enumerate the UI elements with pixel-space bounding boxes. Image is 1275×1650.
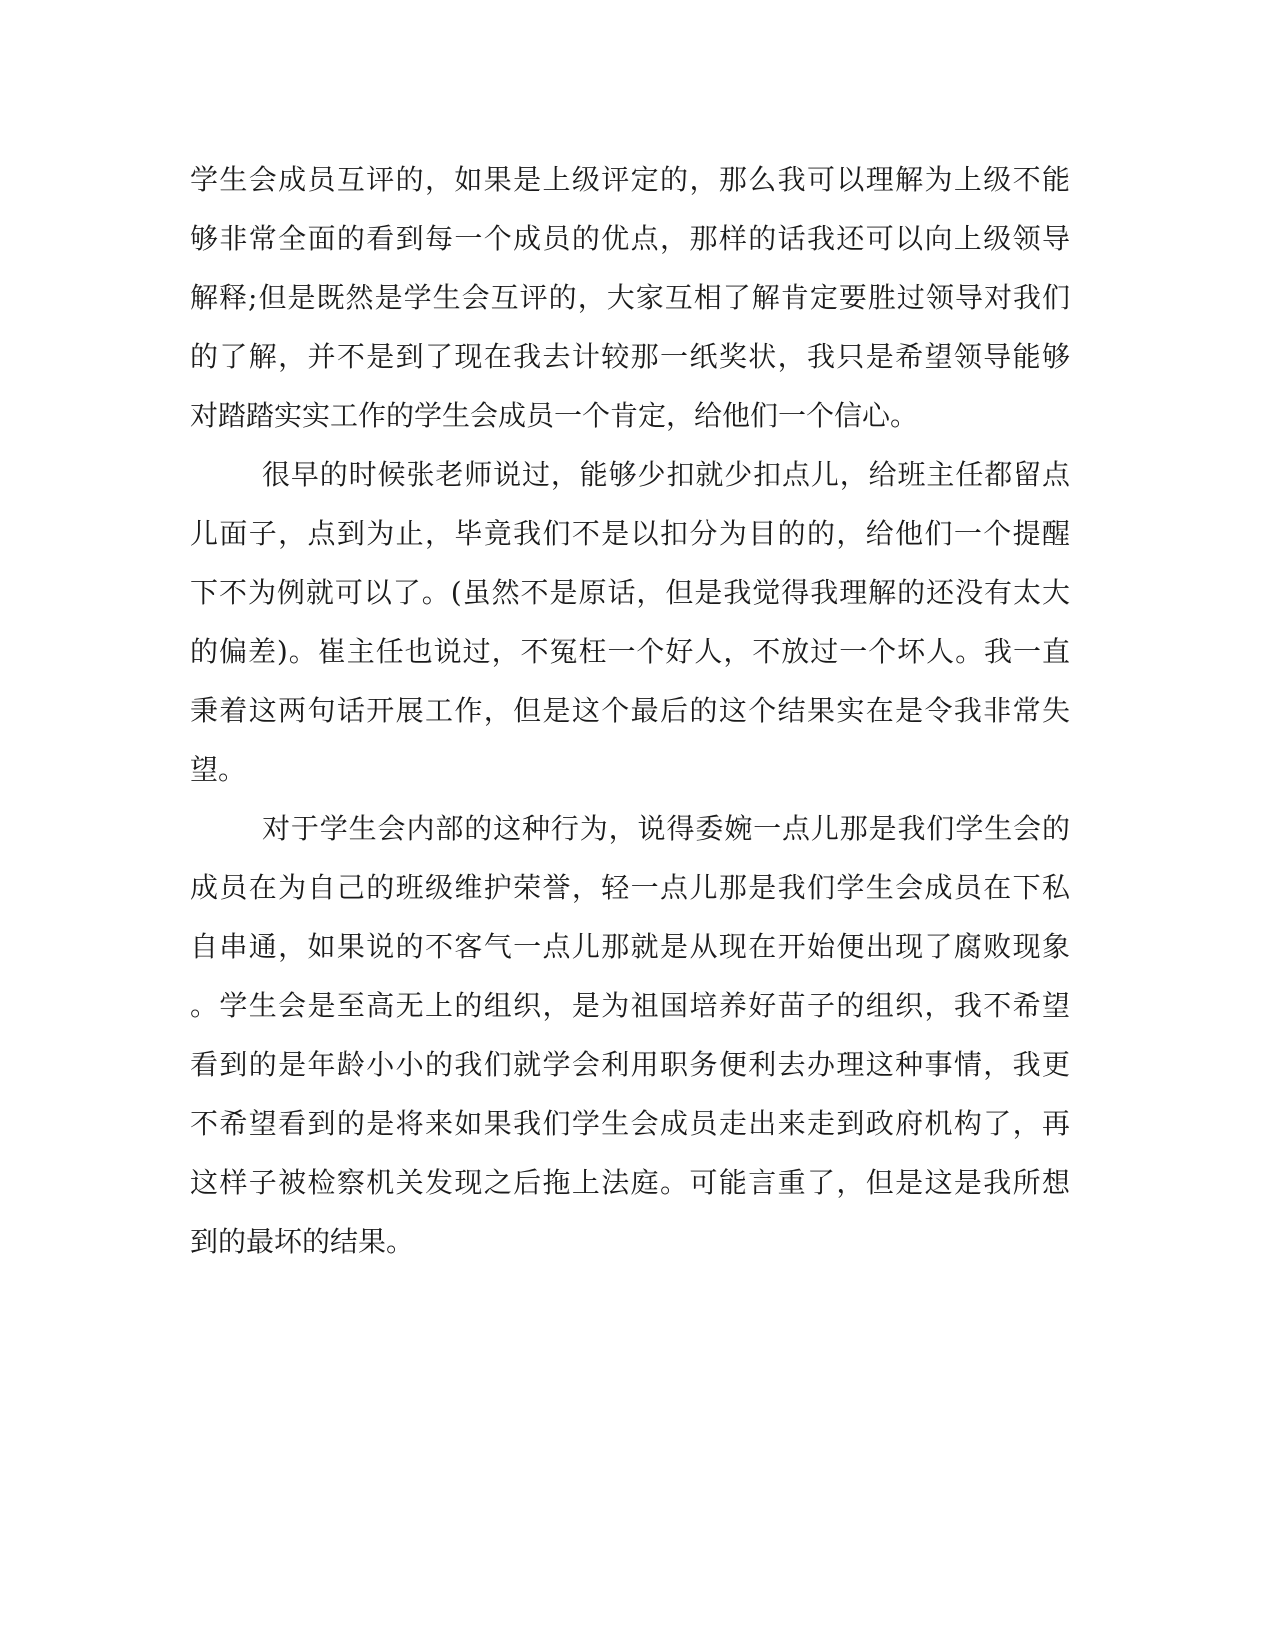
text-line: 解释;但是既然是学生会互评的，大家互相了解肯定要胜过领导对我们 [190,281,1070,314]
text-line: 望。 [190,753,247,786]
text-line: 。学生会是至高无上的组织，是为祖国培养好苗子的组织，我不希望 [190,989,1070,1022]
text-line: 儿面子，点到为止，毕竟我们不是以扣分为目的的，给他们一个提醒 [190,517,1070,550]
text-line: 对踏踏实实工作的学生会成员一个肯定，给他们一个信心。 [190,399,919,432]
text-line: 下不为例就可以了。(虽然不是原话，但是我觉得我理解的还没有太大 [190,576,1070,609]
text-line: 很早的时候张老师说过，能够少扣就少扣点儿，给班主任都留点 [262,458,1070,491]
text-line: 的了解，并不是到了现在我去计较那一纸奖状，我只是希望领导能够 [190,340,1070,373]
text-line: 的偏差)。崔主任也说过，不冤枉一个好人，不放过一个坏人。我一直 [190,635,1070,668]
text-line: 看到的是年龄小小的我们就学会利用职务便利去办理这种事情，我更 [190,1048,1070,1081]
text-line: 够非常全面的看到每一个成员的优点，那样的话我还可以向上级领导 [190,222,1070,255]
text-line: 秉着这两句话开展工作，但是这个最后的这个结果实在是令我非常失 [190,694,1070,727]
text-line: 自串通，如果说的不客气一点儿那就是从现在开始便出现了腐败现象 [190,930,1070,963]
text-line: 对于学生会内部的这种行为，说得委婉一点儿那是我们学生会的 [262,812,1070,845]
text-line: 学生会成员互评的，如果是上级评定的，那么我可以理解为上级不能 [190,163,1070,196]
text-line: 这样子被检察机关发现之后拖上法庭。可能言重了，但是这是我所想 [190,1166,1070,1199]
text-line: 不希望看到的是将来如果我们学生会成员走出来走到政府机构了，再 [190,1107,1070,1140]
text-line: 成员在为自己的班级维护荣誉，轻一点儿那是我们学生会成员在下私 [190,871,1070,904]
text-line: 到的最坏的结果。 [190,1225,415,1258]
